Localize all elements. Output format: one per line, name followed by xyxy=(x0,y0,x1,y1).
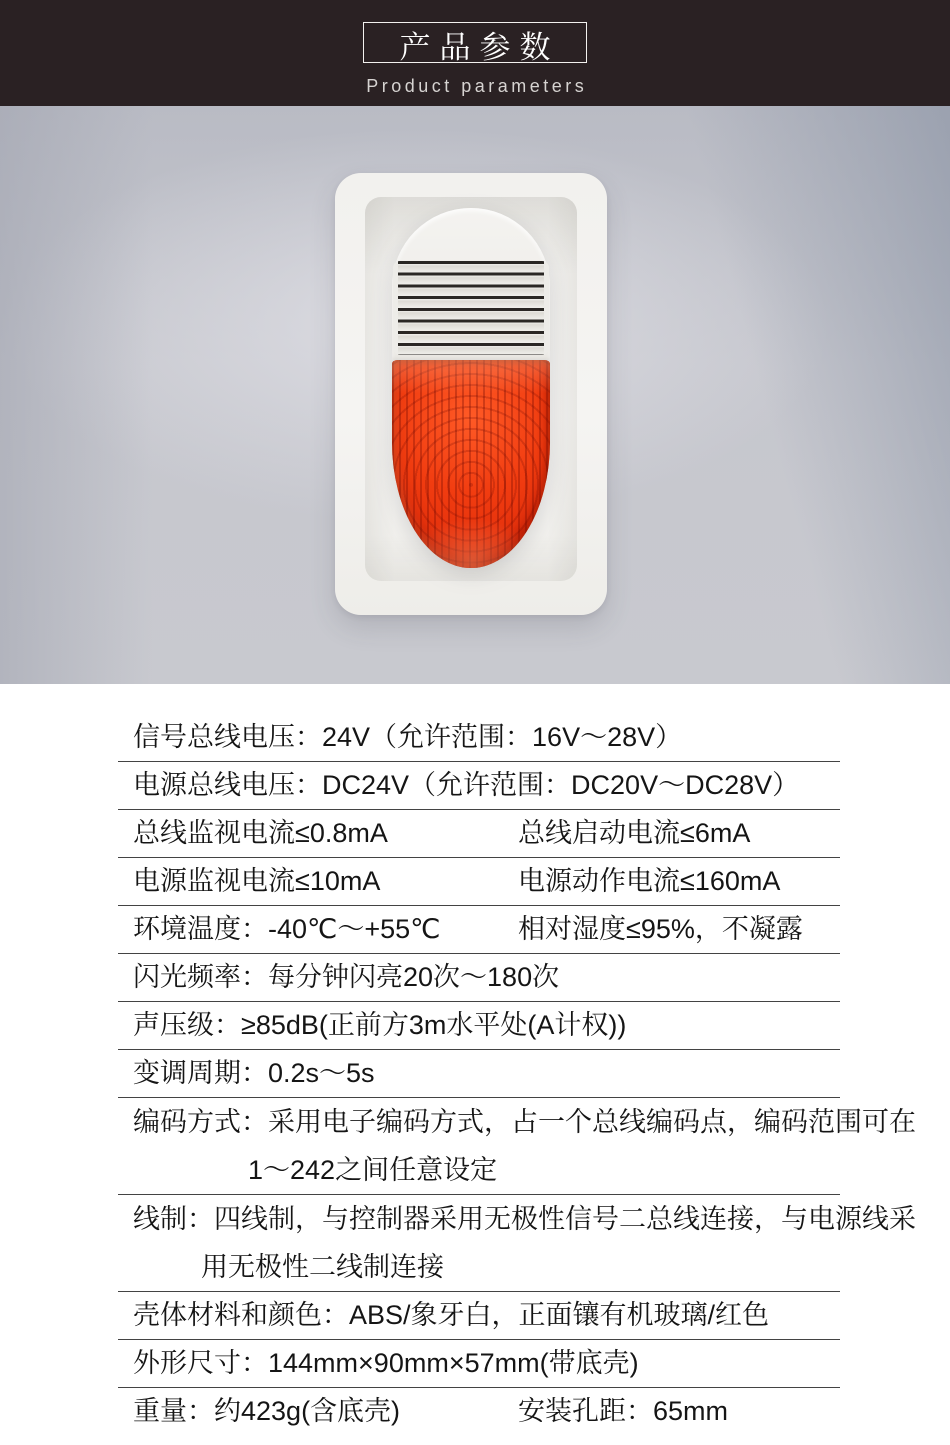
spec-cell: 环境温度：-40℃～+55℃ xyxy=(133,914,441,944)
spec-row-flash-frequency xyxy=(118,954,840,1002)
spec-cell xyxy=(118,1098,916,1194)
alarm-body xyxy=(392,208,550,568)
spec-cell: 外形尺寸：144mm×90mm×57mm(带底壳) xyxy=(133,1348,639,1378)
spec-line-1: 线制：四线制，与控制器采用无极性信号二总线连接，与电源线采 xyxy=(133,1204,916,1234)
spec-row-power-monitor-and-action-current xyxy=(118,858,840,906)
spec-row-weight-and-hole-distance xyxy=(118,1388,840,1435)
spec-row-dimensions xyxy=(118,1340,840,1388)
alarm-top-dome xyxy=(392,208,550,360)
spec-cell: 闪光频率：每分钟闪亮20次～180次 xyxy=(133,962,560,992)
spec-row-monitor-and-start-current xyxy=(118,810,840,858)
alarm-base-plate xyxy=(335,173,607,615)
section-header xyxy=(0,0,950,106)
spec-row-coding-method xyxy=(118,1098,916,1195)
spec-cell: 电源监视电流≤10mA xyxy=(133,866,381,896)
spec-row-shell-material-color xyxy=(118,1292,840,1340)
spec-cell: 相对湿度≤95%，不凝露 xyxy=(518,914,803,944)
spec-line-2: 用无极性二线制连接 xyxy=(201,1252,444,1282)
spec-row-power-bus-voltage xyxy=(118,762,840,810)
speaker-grille xyxy=(393,261,549,355)
spec-row-temperature-and-humidity xyxy=(118,906,840,954)
section-title-cn: 产品参数 xyxy=(399,30,560,65)
spec-cell: 总线监视电流≤0.8mA xyxy=(133,818,388,848)
spec-row-sound-pressure-level xyxy=(118,1002,840,1050)
spec-cell: 壳体材料和颜色：ABS/象牙白，正面镶有机玻璃/红色 xyxy=(133,1300,770,1330)
spec-cell: 重量：约423g(含底壳) xyxy=(133,1396,401,1426)
section-title-en: Product parameters xyxy=(366,76,588,96)
spec-cell: 声压级：≥85dB(正前方3m水平处(A计权)) xyxy=(133,1010,627,1040)
spec-row-signal-bus-voltage xyxy=(118,714,840,762)
spec-line-2: 1～242之间任意设定 xyxy=(248,1155,498,1185)
lens-highlight xyxy=(392,360,550,568)
spec-cell: 安装孔距：65mm xyxy=(518,1396,729,1426)
spec-row-modulation-period xyxy=(118,1050,840,1098)
spec-cell xyxy=(118,1195,916,1291)
spec-row-wiring-system xyxy=(118,1195,916,1292)
spec-cell: 总线启动电流≤6mA xyxy=(518,818,751,848)
spec-table xyxy=(118,684,916,1435)
spec-cell: 变调周期：0.2s～5s xyxy=(133,1058,375,1088)
spec-cell: 信号总线电压：24V（允许范围：16V～28V） xyxy=(133,722,683,752)
spec-cell: 电源总线电压：DC24V（允许范围：DC20V～DC28V） xyxy=(133,770,800,800)
strobe-lens xyxy=(392,360,550,568)
section-title-box xyxy=(363,22,587,63)
spec-cell: 电源动作电流≤160mA xyxy=(518,866,781,896)
product-photo xyxy=(0,106,950,684)
spec-line-1: 编码方式：采用电子编码方式，占一个总线编码点，编码范围可在 xyxy=(133,1107,916,1137)
